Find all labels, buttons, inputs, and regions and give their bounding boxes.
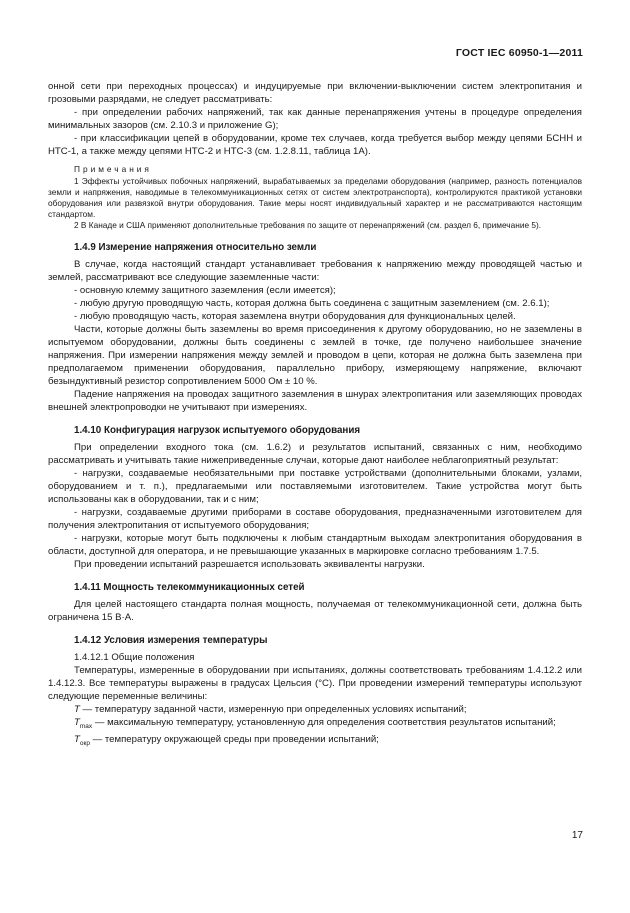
section-1-4-10-bullet-3: - нагрузки, которые могут быть подключены к любым стандартным выходам электропитания оборудования в области, доступной для оператора, и не превышающие указанных в маркировке согласно требованиям 1.7.5. [48, 533, 582, 557]
section-1-4-10-title: 1.4.10 Конфигурация нагрузок испытуемого оборудования [74, 425, 361, 436]
page-number: 17 [571, 830, 583, 841]
section-1-4-11-paragraph-1: Для целей настоящего стандарта полная мощность, получаемая от телекоммуникационной сети, должна быть ограничена 15 В·А. [48, 599, 582, 623]
section-1-4-9-paragraph-2: Части, которые должны быть заземлены во время присоединения к другому оборудованию, но не заземлены в испытуемом оборудовании, должны быть соединены с землей в точке, где получено наибольшее значение напряжения. При измерении напряжения между землей и проводом в цепи, которая не должна быть заземлена при предполагаемом применении оборудования, параллельно прибору, измеряющему напряжение, включают безындуктивный резистор сопротивлением 5000 Ом ± 10 %. [48, 324, 582, 387]
variable-tmax-definition [48, 716, 582, 733]
variable-t-symbol: T [74, 704, 80, 715]
variable-tokr-symbol: T [74, 733, 80, 745]
section-1-4-10-bullet-1: - нагрузки, создаваемые необязательными при поставке устройствами (дополнительными блоками, узлами, оборудованием и т. п.), предлагаемыми или поставляемыми изготовителем. Такие устройства могут быть использованы как в оборудовании, так и с ним; [48, 468, 582, 505]
variable-tokr-definition [48, 733, 582, 750]
notes-block [48, 164, 582, 231]
note-2: 2 В Канаде и США применяют дополнительные требования по защите от перенапряжений (см. раздел 6, примечание 5). [74, 220, 542, 230]
note-1: 1 Эффекты устойчивых побочных напряжений, вырабатываемых за пределами оборудования (например, разность потенциалов земли и напряжения, наводимые в телекоммуникационных сетях от систем электротранспорта), контролируются практикой установки оборудования или развязкой внутри оборудования. Такие меры носят индивидуальный характер и не рассматриваются настоящим стандартом. [48, 176, 582, 219]
section-1-4-10-paragraph-1: При определении входного тока (см. 1.6.2) и результатов испытаний, связанных с ним, необходимо рассматривать и учитывать такие нижеприведенные случаи, которые дают наиболее неблагоприятный результат: [48, 442, 582, 466]
variable-tmax-text: — максимальную температуру, установленную для определения соответствия результатов испытаний; [92, 717, 556, 728]
standard-header: ГОСТ IEC 60950-1—2011 [455, 47, 583, 59]
intro-bullet-2: - при классификации цепей в оборудовании, кроме тех случаев, когда требуется выбор между цепями БСНН и НТС-1, а также между цепями НТС-2 и НТС-3 (см. 1.2.8.11, таблица 1А). [48, 133, 582, 157]
page-content [48, 80, 582, 750]
variable-tokr-subscript: окр [79, 739, 90, 747]
variable-t-text: — температуру заданной части, измеренную при определенных условиях испытаний; [79, 704, 467, 715]
variable-tmax-symbol: T [74, 717, 80, 728]
variable-tokr-text: — температуру окружающей среды при проведении испытаний; [89, 733, 379, 745]
section-1-4-10-paragraph-2: При проведении испытаний разрешается использовать эквиваленты нагрузки. [74, 559, 425, 570]
intro-bullet-1: - при определении рабочих напряжений, так как данные перенапряжения учтены в процедуре определения минимальных зазоров (см. 2.10.3 и приложение G); [48, 107, 582, 131]
section-1-4-11-title: 1.4.11 Мощность телекоммуникационных сетей [74, 582, 305, 593]
section-1-4-9-bullet-3: - любую проводящую часть, которая заземлена внутри оборудования для функциональных целей. [74, 311, 516, 322]
section-1-4-12-1-title: 1.4.12.1 Общие положения [74, 652, 195, 663]
section-1-4-9-title: 1.4.9 Измерение напряжения относительно земли [74, 242, 317, 253]
intro-paragraph: онной сети при переходных процессах) и индуцируемые при включении-выключении систем электропитания и грозовыми разрядами, не следует рассматривать: [48, 81, 582, 105]
section-1-4-10-bullet-2: - нагрузки, создаваемые другими приборами в составе оборудования, предназначенными изготовителем для получения электропитания от испытуемого оборудования; [48, 507, 582, 531]
section-1-4-9-paragraph-3: Падение напряжения на проводах защитного заземления в шнурах электропитания или заземляющих проводах внешней электропроводки не учитывают при измерениях. [48, 389, 582, 413]
section-1-4-9-paragraph-1: В случае, когда настоящий стандарт устанавливает требования к напряжению между проводящей частью и землей, рассматривают все следующие заземленные части: [48, 259, 582, 283]
section-1-4-12-paragraph-1: Температуры, измеренные в оборудовании при испытаниях, должны соответствовать требованиям 1.4.12.2 или 1.4.12.3. Все температуры выражены в градусах Цельсия (°С). При проведении измерений температуры используют следующие переменные величины: [48, 665, 582, 702]
section-1-4-12-title: 1.4.12 Условия измерения температуры [74, 635, 268, 646]
notes-title: Примечания [74, 164, 152, 174]
section-1-4-9-bullet-1: - основную клемму защитного заземления (если имеется); [74, 285, 336, 296]
variable-tmax-subscript: max [79, 722, 93, 730]
variable-t-definition [48, 703, 582, 716]
section-1-4-9-bullet-2: - любую другую проводящую часть, которая должна быть соединена с защитным заземлением (см. 2.6.1); [74, 298, 550, 309]
